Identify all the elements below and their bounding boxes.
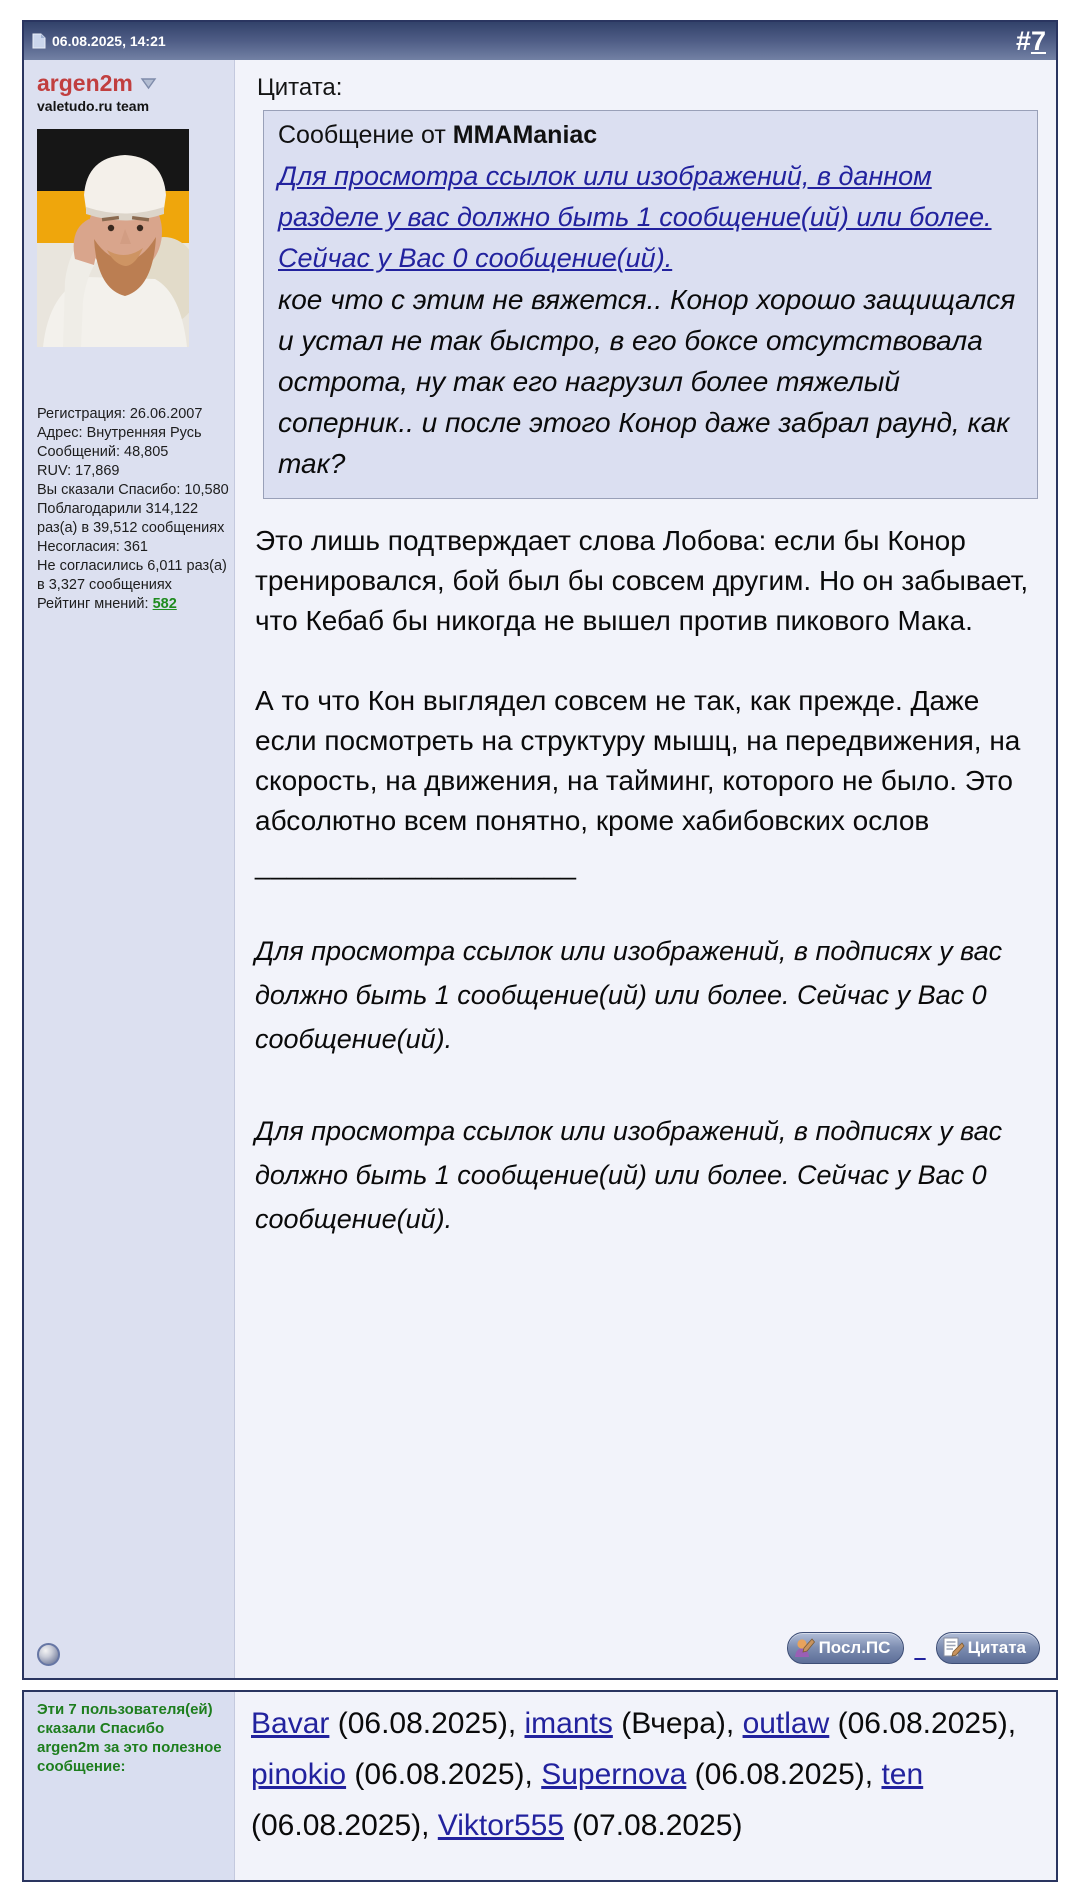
page-icon xyxy=(32,33,46,49)
user-stats xyxy=(37,405,234,595)
user-stat-line: RUV: 17,869 xyxy=(37,463,120,479)
user-stat-line: Поблагодарили 314,122 раз(а) в 39,512 сообщениях xyxy=(37,501,225,536)
user-sidebar xyxy=(24,60,235,1678)
post-number-link[interactable]: 7 xyxy=(1030,25,1046,56)
post-paragraph: Это лишь подтверждает слова Лобова: если бы Конор тренировался, бой был бы совсем другим. Но он забывает, что Кебаб бы никогда не вышел против пикового Мака. xyxy=(255,525,1029,636)
user-stat-line: Вы сказали Спасибо: 10,580 xyxy=(37,482,229,498)
quote-button-label: Цитата xyxy=(967,1638,1026,1657)
quote-restricted-link[interactable]: Для просмотра ссылок или изображений, в данном разделе у вас должно быть 1 сообщение(ий) или более. Сейчас у Вас 0 сообщение(ий). xyxy=(278,161,992,273)
user-stat-line: Регистрация: 26.06.2007 xyxy=(37,406,203,422)
thanks-user-link[interactable]: pinokio xyxy=(251,1758,347,1791)
quote-text: кое что с этим не вяжется.. Конор хорошо защищался и устал не так быстро, в его боксе отсутствовала острота, ну так его нагрузил более тяжелый соперник.. и после этого Конор даже забрал раунд, как так? xyxy=(278,284,1016,479)
user-rating-link[interactable]: 582 xyxy=(152,596,177,612)
user-rating-label: Рейтинг мнений: xyxy=(37,596,153,612)
chevron-down-icon[interactable] xyxy=(140,77,157,90)
last-pm-button-label: Посл.ПС xyxy=(818,1638,891,1657)
underscore-link[interactable]: _ xyxy=(914,1640,926,1662)
quote-box xyxy=(263,110,1038,499)
post-number-hash: # xyxy=(1015,25,1031,56)
last-pm-button[interactable] xyxy=(787,1632,905,1664)
user-avatar[interactable] xyxy=(37,129,189,347)
thanks-user-link[interactable]: imants xyxy=(524,1707,613,1740)
offline-status-icon xyxy=(37,1643,60,1666)
signature-line: Для просмотра ссылок или изображений, в подписях у вас должно быть 1 сообщение(ий) или более. Сейчас у Вас 0 сообщение(ий). xyxy=(255,936,1003,1054)
forum-post-page xyxy=(22,20,1058,1882)
user-rating xyxy=(37,595,234,614)
user-stat-line: Адрес: Внутренняя Русь xyxy=(37,425,202,441)
post-date xyxy=(32,33,166,49)
thanks-user-link[interactable]: Bavar xyxy=(251,1707,330,1740)
post-number xyxy=(1015,25,1046,56)
username-link[interactable]: argen2m xyxy=(37,70,133,96)
post-date-text: 06.08.2025, 14:21 xyxy=(52,33,166,49)
post-message xyxy=(255,521,1040,841)
thanks-block xyxy=(22,1690,1058,1882)
thanks-user-link[interactable]: Supernova xyxy=(541,1758,687,1791)
user-stat-line: Несогласия: 361 xyxy=(37,539,148,555)
post-block xyxy=(22,20,1058,1680)
thanks-user-link[interactable]: ten xyxy=(881,1758,924,1791)
signature-line: Для просмотра ссылок или изображений, в подписях у вас должно быть 1 сообщение(ий) или более. Сейчас у Вас 0 сообщение(ий). xyxy=(255,1116,1003,1234)
post-paragraph: А то что Кон выглядел совсем не так, как прежде. Даже если посмотреть на структуру мышц, на передвижения, на скорость, на движения, на тайминг, которого не было. Это абсолютно всем понятно, кроме хабибовских ослов xyxy=(255,685,1021,836)
thanks-users: Bavar (06.08.2025), imants (Вчера), outlaw (06.08.2025), pinokio (06.08.2025), Supernova (06.08.2025), ten (06.08.2025), Viktor555 (07.08.2025) xyxy=(235,1692,1056,1880)
quote-author: MMAManiac xyxy=(452,121,598,149)
quote-label: Цитата: xyxy=(257,74,343,101)
person-pencil-icon xyxy=(792,1636,816,1660)
post-footer xyxy=(253,1606,1040,1664)
post-content xyxy=(235,60,1056,1678)
thanks-user-link[interactable]: Viktor555 xyxy=(437,1809,564,1842)
page-pencil-icon xyxy=(941,1636,965,1660)
quote-button[interactable] xyxy=(936,1632,1040,1664)
quote-header-prefix: Сообщение от xyxy=(278,121,453,149)
thanks-user-link[interactable]: outlaw xyxy=(742,1707,830,1740)
user-title: valetudo.ru team xyxy=(37,98,150,114)
user-stat-line: Сообщений: 48,805 xyxy=(37,444,169,460)
signature-separator: ____________________ xyxy=(255,849,577,880)
user-stat-line: Не согласились 6,011 раз(а) в 3,327 сообщениях xyxy=(37,558,227,593)
quote-header xyxy=(278,121,1023,150)
post-header-bar xyxy=(24,22,1056,60)
thanks-label: Эти 7 пользователя(ей) сказали Спасибо argen2m за это полезное сообщение: xyxy=(24,1692,235,1880)
